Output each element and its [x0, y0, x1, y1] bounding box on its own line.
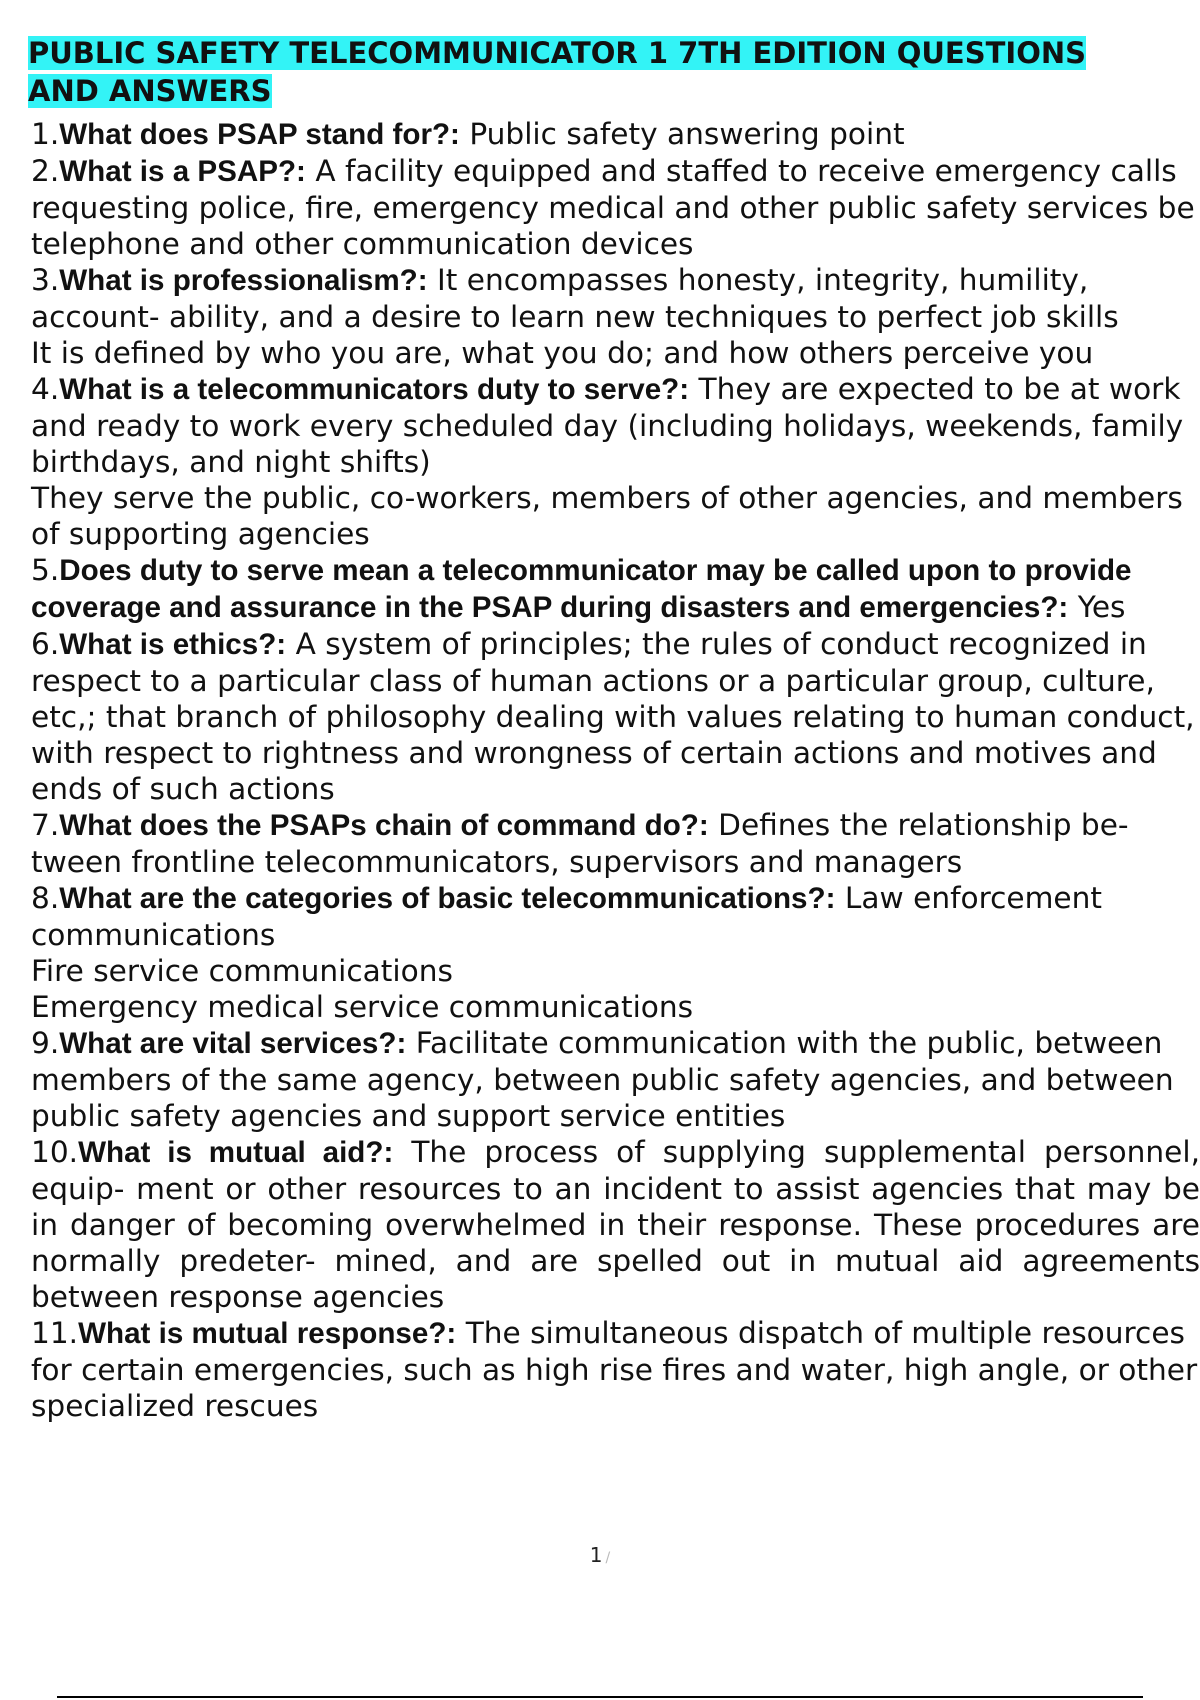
qa-number: 2.	[31, 154, 60, 188]
qa-question: What are vital services?:	[59, 1027, 407, 1060]
qa-item-4	[31, 371, 1200, 480]
qa-question: What does PSAP stand for?:	[59, 118, 460, 151]
qa-list	[31, 116, 1200, 1424]
qa-answer: A facility equipped and staffed to receive emergency calls requesting police, fire, emergency medical and other public safety services be telephone and other communication devices	[31, 154, 1195, 261]
qa-item-7	[31, 807, 1200, 880]
qa-item-8	[31, 880, 1200, 953]
qa-answer-continuation: They serve the public, co-workers, members of other agencies, and members of supporting agencies	[31, 481, 1183, 551]
qa-answer: Law enforcement communications	[31, 881, 1102, 952]
qa-question: What is mutual aid?:	[78, 1136, 394, 1169]
qa-question: What is ethics?:	[59, 628, 287, 661]
document-title	[28, 34, 1200, 110]
qa-number: 9.	[31, 1026, 60, 1060]
qa-item-6	[31, 626, 1200, 807]
qa-answer-continuation: Emergency medical service communications	[31, 990, 694, 1024]
qa-question: What is a telecommunicators duty to serve?:	[59, 373, 690, 406]
qa-question: What is a PSAP?:	[59, 155, 306, 188]
qa-item-2	[31, 153, 1200, 262]
qa-answer: The process of supplying supplemental personnel, equip- ment or other resources to an incident to assist agencies that may be in danger of becoming overwhelmed in their response. These procedures are normally predeter- mined, and are spelled out in mutual aid agreements between response agencies	[31, 1135, 1200, 1314]
page-number-suffix: /	[605, 1550, 611, 1566]
footer-divider	[57, 1696, 1143, 1698]
qa-answer-continuation: Fire service communications	[31, 954, 453, 988]
qa-answer: The simultaneous dispatch of multiple resources for certain emergencies, such as high rise fires and water, high angle, or other specialized rescues	[31, 1316, 1198, 1423]
qa-answer: It encompasses honesty, integrity, humility, account- ability, and a desire to learn new techniques to perfect job skills	[31, 263, 1119, 334]
qa-item-11	[31, 1315, 1200, 1424]
qa-question: What does the PSAPs chain of command do?:	[59, 809, 709, 842]
qa-answer: Yes	[1077, 590, 1126, 624]
title-line-2: AND ANSWERS	[28, 74, 272, 108]
page-number-value: 1	[589, 1543, 603, 1567]
qa-item-9	[31, 1025, 1200, 1134]
qa-number: 11.	[31, 1316, 79, 1350]
qa-answer: They are expected to be at work and ready to work every scheduled day (including holidays, weekends, family birthdays, and night shifts)	[31, 372, 1184, 479]
qa-question: What are the categories of basic telecommunications?:	[59, 882, 836, 915]
qa-item-5	[31, 552, 1200, 626]
qa-question: What is professionalism?:	[59, 264, 428, 297]
qa-answer: Defines the relationship be- tween frontline telecommunicators, supervisors and managers	[31, 808, 1129, 879]
qa-number: 5.	[31, 553, 60, 587]
qa-number: 1.	[31, 117, 60, 151]
qa-number: 6.	[31, 627, 60, 661]
qa-number: 7.	[31, 808, 60, 842]
qa-question: What is mutual response?:	[78, 1317, 457, 1350]
qa-number: 8.	[31, 881, 60, 915]
qa-number: 4.	[31, 372, 60, 406]
qa-number: 10.	[31, 1135, 79, 1169]
qa-answer-continuation: It is defined by who you are, what you do; and how others perceive you	[31, 336, 1094, 370]
qa-answer: Public safety answering point	[469, 117, 905, 151]
qa-answer: Facilitate communication with the public, between members of the same agency, between public safety agencies, and between public safety agencies and support service entities	[31, 1026, 1174, 1133]
page-number	[0, 1543, 1200, 1567]
qa-question: Does duty to serve mean a telecommunicator may be called upon to provide coverage and assurance in the PSAP during disasters and emergencies?:	[31, 554, 1132, 624]
qa-item-3	[31, 262, 1200, 335]
qa-number: 3.	[31, 263, 60, 297]
qa-item-1	[31, 116, 1200, 153]
title-line-1: PUBLIC SAFETY TELECOMMUNICATOR 1 7TH EDITION QUESTIONS	[28, 36, 1087, 70]
qa-item-10	[31, 1134, 1200, 1315]
qa-answer: A system of principles; the rules of conduct recognized in respect to a particular class of human actions or a particular group, culture, etc,; that branch of philosophy dealing with values relating to human conduct, with respect to rightness and wrongness of certain actions and motives and ends of such actions	[31, 627, 1195, 806]
